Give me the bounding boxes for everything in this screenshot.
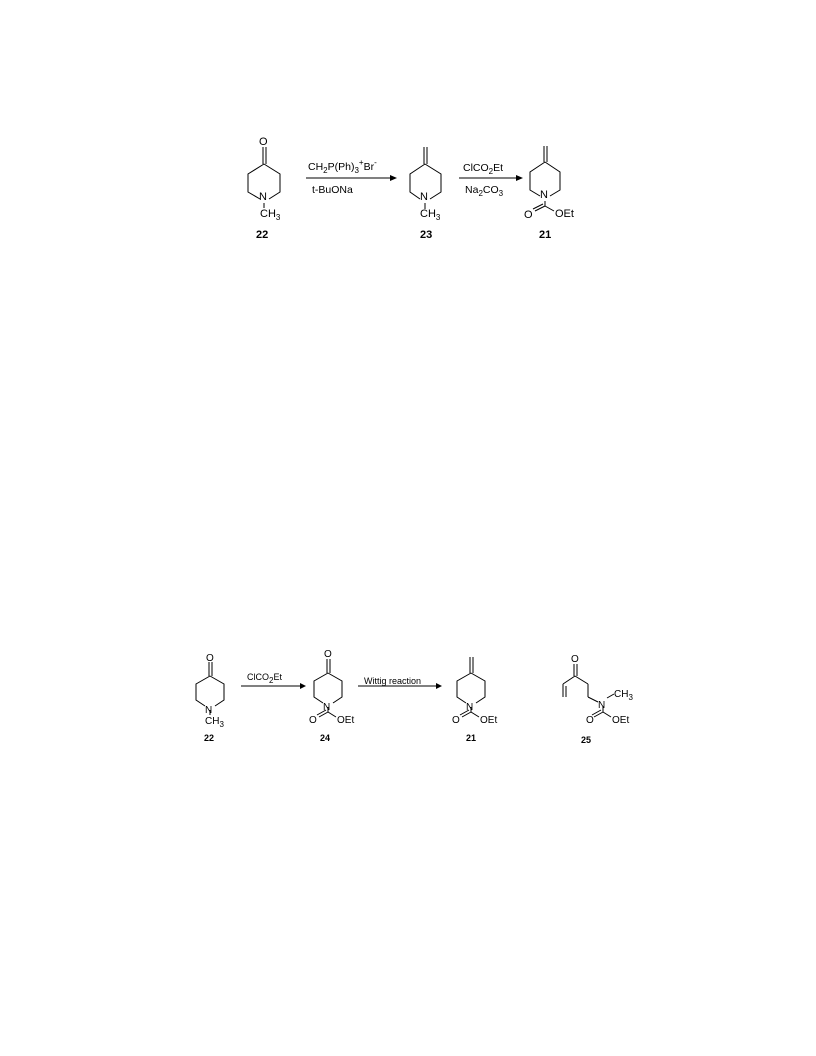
reagent-sodium-carbonate: $Na_2CO_3$ (465, 184, 504, 198)
compound-25-structure (563, 654, 633, 745)
compound-label-23: 23 (420, 229, 433, 241)
arrow-2 (459, 162, 523, 198)
atom-nitrogen: N (598, 700, 606, 711)
compound-21-structure (452, 657, 497, 743)
atom-oxygen: O (571, 654, 579, 665)
methyl-group: $CH_3$ (260, 208, 281, 222)
reagent-wittig-salt: $CH_2P(Ph)_3^+Br^-$ (308, 158, 377, 175)
atom-oxygen: O (259, 136, 268, 148)
compound-label-21: 21 (539, 229, 552, 241)
carbonyl-oxygen: O (524, 209, 533, 221)
reagent-base: t-BuONa (312, 184, 353, 196)
carbonyl-oxygen: O (309, 715, 317, 726)
ethoxy-group: OEt (555, 208, 574, 220)
carbonyl-oxygen: O (452, 715, 460, 726)
compound-label-24: 24 (320, 733, 331, 743)
compound-24-structure (309, 649, 354, 743)
compound-label-21: 21 (466, 733, 477, 743)
carbonyl-oxygen: O (586, 715, 594, 726)
scheme-1 (248, 136, 574, 241)
compound-label-22: 22 (256, 229, 269, 241)
compound-22-structure (248, 136, 281, 241)
ethoxy-group: OEt (480, 715, 498, 726)
reagent-wittig-reaction: Wittig reaction (364, 676, 422, 686)
scheme-2 (196, 649, 633, 745)
reagent-ethyl-chloroformate: ClCO2Et (247, 672, 282, 685)
ethoxy-group: OEt (337, 715, 355, 726)
methyl-group: $CH_3$ (205, 716, 224, 729)
reagent-ethyl-chloroformate: ClCO$_2$Et (463, 162, 504, 176)
atom-nitrogen: N (540, 189, 548, 201)
methyl-group: $CH_3$ (420, 208, 441, 222)
compound-label-25: 25 (581, 735, 592, 745)
atom-nitrogen: N (205, 705, 213, 716)
ethoxy-group: OEt (612, 715, 630, 726)
atom-nitrogen: N (259, 191, 267, 203)
atom-oxygen: O (206, 653, 214, 664)
atom-nitrogen: N (466, 702, 474, 713)
compound-22-structure (196, 653, 224, 743)
arrow-2 (358, 676, 442, 689)
atom-oxygen: O (324, 649, 332, 660)
compound-label-22: 22 (204, 733, 215, 743)
compound-23-structure (410, 147, 441, 241)
atom-nitrogen: N (420, 191, 428, 203)
arrow-1 (306, 158, 397, 196)
atom-nitrogen: N (323, 702, 331, 713)
methyl-group: $CH_3$ (614, 689, 633, 702)
arrow-1 (241, 672, 306, 689)
compound-21-structure (524, 146, 574, 241)
